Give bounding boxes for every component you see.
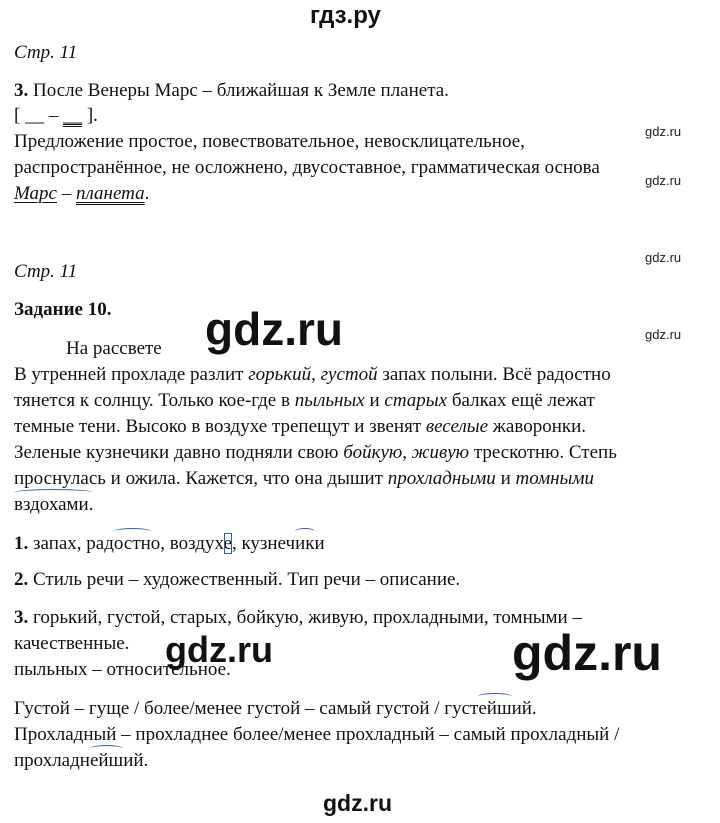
morpheme-root: рад: [86, 533, 114, 554]
page-reference: Стр. 11: [14, 42, 78, 63]
separator: ,: [160, 533, 170, 554]
adjective: томными: [515, 468, 595, 489]
text-line-6: [14, 492, 93, 518]
answer-text: Стиль речи – художественный. Тип речи – описание.: [33, 569, 461, 590]
text-fragment: и: [495, 468, 516, 489]
morpheme-suffix: остн: [113, 533, 151, 554]
answer-number: 2.: [14, 569, 29, 590]
adjective: живую: [411, 442, 470, 463]
morpheme-suffix: ик: [295, 533, 315, 554]
watermark-medium: gdz.ru: [165, 629, 273, 670]
answer-3-line-2: качественные.: [14, 633, 130, 654]
subject-word: Марс: [14, 183, 57, 204]
adjective: пыльных: [294, 390, 365, 411]
adjective: веселые: [425, 416, 489, 437]
comparison-text: прохладн: [14, 750, 90, 771]
task-title: Задание 10.: [14, 299, 112, 320]
scheme-predicate: __: [63, 105, 83, 126]
text-fragment: жаворонки.: [488, 416, 587, 437]
header-site-name: гдз.ру: [310, 2, 381, 29]
text-fragment: ,: [311, 364, 321, 385]
watermark-small: gdz.ru: [645, 173, 682, 188]
sentence-text: После Венеры Марс – ближайшая к Земле планета.: [33, 80, 449, 101]
comparison-ending: ий.: [511, 698, 537, 719]
morpheme-suffix: ейш: [478, 698, 512, 719]
morpheme-suffix: ейш: [89, 750, 124, 771]
comparison-text: Густой – гуще / более/менее густой – самый густой / густ: [14, 698, 479, 719]
comparison-line-3: [14, 748, 148, 774]
text-fragment: балках ещё лежат: [447, 390, 595, 411]
text-fragment: В утренней прохладе разлит: [14, 364, 249, 385]
footer-site-name: gdz.ru: [323, 790, 392, 816]
morpheme-word: запах: [33, 533, 77, 554]
text-fragment: темные тени. Высоко в воздухе трепещут и звенят: [14, 416, 426, 437]
watermark-large: gdz.ru: [205, 303, 343, 355]
text-title: На рассвете: [66, 338, 162, 359]
watermark-small: gdz.ru: [645, 327, 682, 342]
text-fragment: проснулась и ожила. Кажется, что она дышит: [14, 468, 388, 489]
adjective: прохладными: [387, 468, 496, 489]
comparison-line-2: Прохладный – прохладнее более/менее прохладный – самый прохладный /: [14, 724, 620, 745]
morpheme-root: кузнеч: [241, 533, 296, 554]
watermark-small: gdz.ru: [645, 250, 682, 265]
sentence-scheme: [14, 103, 98, 129]
grammatical-basis: [14, 181, 149, 207]
answer-number: 1.: [14, 533, 29, 554]
text-line-4: [14, 440, 617, 466]
separator: ,: [231, 533, 242, 554]
morpheme-ending: е: [223, 533, 232, 554]
scheme-start: [ __ –: [14, 105, 64, 126]
comparison-line-1: [14, 696, 537, 722]
text-line-3: [14, 414, 586, 440]
predicate-word: планета: [76, 183, 145, 204]
watermark-large: gdz.ru: [512, 625, 662, 681]
adjective: старых: [384, 390, 448, 411]
separator: ,: [76, 533, 87, 554]
adjective: горький: [248, 364, 312, 385]
basis-period: .: [144, 183, 150, 204]
analysis-line-1: Предложение простое, повествовательное, невосклицательное,: [14, 131, 525, 152]
text-fragment: трескотню. Степь: [469, 442, 617, 463]
answer-text: горький, густой, старых, бойкую, живую, прохладными, томными –: [33, 607, 582, 628]
exercise-sentence: [14, 78, 449, 104]
text-fragment: и: [364, 390, 385, 411]
text-fragment: Зеленые кузнечики давно подняли свою: [14, 442, 344, 463]
adjective: бойкую: [343, 442, 403, 463]
answer-number: 3.: [14, 607, 29, 628]
answer-3: [14, 605, 582, 631]
text-fragment: ,: [402, 442, 412, 463]
comparison-ending: ий.: [123, 750, 149, 771]
watermark-small: gdz.ru: [645, 124, 682, 139]
answer-1: [14, 531, 325, 557]
page-reference-2: Стр. 11: [14, 261, 78, 282]
scheme-end: ].: [82, 105, 98, 126]
morpheme-root: воздух: [169, 533, 224, 554]
answer-3-line-3: пыльных – относительное.: [14, 659, 231, 680]
analysis-line-2: распространённое, не осложнено, двусоставное, грамматическая основа: [14, 157, 600, 178]
adjective: густой: [320, 364, 378, 385]
text-fragment: запах полыни. Всё радостно: [377, 364, 611, 385]
morpheme-ending: и: [314, 533, 325, 554]
text-line-5: [14, 466, 594, 492]
text-line-1: [14, 362, 611, 388]
exercise-number: 3.: [14, 80, 29, 101]
text-line-2: [14, 388, 595, 414]
morpheme-ending: о: [150, 533, 161, 554]
text-fragment: вздохами.: [14, 494, 94, 515]
basis-dash: –: [57, 183, 76, 204]
answer-2: [14, 567, 460, 593]
text-fragment: тянется к солнцу. Только кое-где в: [14, 390, 295, 411]
